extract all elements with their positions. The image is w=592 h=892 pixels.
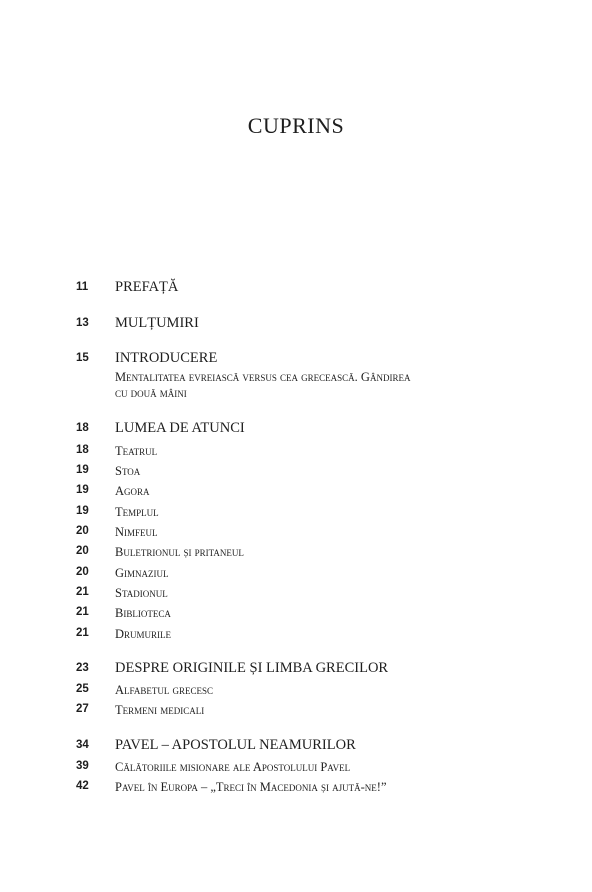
page-number: 18 xyxy=(76,422,89,434)
subsection-title: Mentalitatea evreiască versus cea grecească. Gândirea xyxy=(115,370,411,384)
page-number: 20 xyxy=(76,525,89,537)
page-number: 18 xyxy=(76,444,89,456)
page-title: CUPRINS xyxy=(247,113,345,138)
subsection-title: Agora xyxy=(115,484,150,498)
page-number: 21 xyxy=(76,606,89,618)
subsection-title: Termeni medicali xyxy=(115,703,205,717)
subsection-title: Teatrul xyxy=(115,444,158,458)
section-title: INTRODUCERE xyxy=(115,350,218,366)
page-number: 21 xyxy=(76,586,89,598)
subsection-title: Gimnaziul xyxy=(115,566,169,580)
subsection-title: Stoa xyxy=(115,464,141,478)
page-number: 25 xyxy=(76,683,89,695)
subsection-title: Buletrionul și pritaneul xyxy=(115,545,244,559)
page-number: 15 xyxy=(76,352,89,364)
section-title: PAVEL – APOSTOLUL NEAMURILOR xyxy=(115,737,356,753)
subsection-title: Călătoriile misionare ale Apostolului Pavel xyxy=(115,760,351,774)
page-number: 19 xyxy=(76,505,89,517)
page-number: 23 xyxy=(76,662,89,674)
section-title: DESPRE ORIGINILE ȘI LIMBA GRECILOR xyxy=(115,660,389,676)
page-number: 34 xyxy=(76,739,89,751)
page-number: 19 xyxy=(76,484,89,496)
section-title: LUMEA DE ATUNCI xyxy=(115,420,245,436)
subsection-title: Alfabetul grecesc xyxy=(115,683,213,697)
page-number: 39 xyxy=(76,760,89,772)
page-number: 20 xyxy=(76,566,89,578)
page-number: 27 xyxy=(76,703,89,715)
subsection-title: Stadionul xyxy=(115,586,168,600)
subsection-title: cu două mâini xyxy=(115,386,187,400)
subsection-title: Nimfeul xyxy=(115,525,158,539)
page-number: 11 xyxy=(76,281,89,293)
section-title: PREFAȚĂ xyxy=(115,279,179,295)
page-number: 13 xyxy=(76,317,89,329)
page-number: 19 xyxy=(76,464,89,476)
page-number: 20 xyxy=(76,545,89,557)
subsection-title: Biblioteca xyxy=(115,606,171,620)
page-number: 21 xyxy=(76,627,89,639)
section-title: MULȚUMIRI xyxy=(115,315,199,331)
subsection-title: Drumurile xyxy=(115,627,172,641)
page-number: 42 xyxy=(76,780,89,792)
subsection-title: Pavel în Europa – „Treci în Macedonia și ajută-ne!” xyxy=(115,780,387,794)
subsection-title: Templul xyxy=(115,505,159,519)
